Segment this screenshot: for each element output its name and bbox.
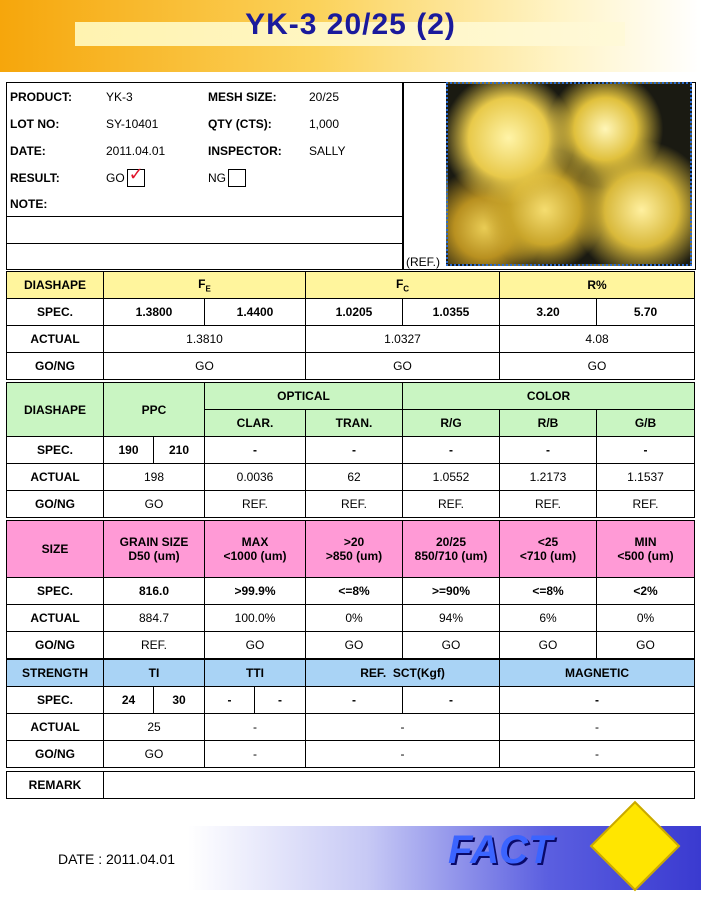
qty-label: QTY (CTS): — [208, 117, 272, 131]
size-header: SIZE — [7, 521, 104, 578]
spec-cell: 1.0205 — [306, 299, 403, 326]
mesh-2025-line1: 20/25 — [435, 535, 467, 549]
actual-cell: 198 — [104, 464, 205, 491]
spec-cell: 1.3800 — [104, 299, 205, 326]
spec-cell: 1.4400 — [205, 299, 306, 326]
table-size — [6, 520, 695, 659]
gong-cell: GO — [500, 632, 597, 659]
page-title: YK-3 20/25 (2) — [245, 8, 456, 41]
spec-cell: <=8% — [306, 578, 403, 605]
actual-label: ACTUAL — [7, 714, 104, 741]
mesh-label: MESH SIZE: — [208, 90, 277, 104]
spec-cell: - — [403, 437, 500, 464]
ppc-header: PPC — [104, 383, 205, 437]
fact-logo: FACT — [448, 828, 553, 872]
optical-header: OPTICAL — [205, 383, 403, 410]
spec-cell: - — [306, 437, 403, 464]
rg-header: R/G — [403, 410, 500, 437]
strength-header: STRENGTH — [7, 660, 104, 687]
r-header: R% — [500, 272, 695, 299]
actual-cell: 0.0036 — [205, 464, 306, 491]
gong-cell: - — [500, 741, 695, 768]
gong-cell: GO — [403, 632, 500, 659]
actual-label: ACTUAL — [7, 464, 104, 491]
remark-table — [6, 771, 695, 799]
gong-cell: REF. — [500, 491, 597, 518]
ng-checkbox[interactable] — [228, 169, 246, 187]
product-value: YK-3 — [106, 90, 133, 104]
lot-value: SY-10401 — [106, 117, 159, 131]
spec-cell: - — [597, 437, 695, 464]
spec-cell: 1.0355 — [403, 299, 500, 326]
fc-header — [306, 272, 500, 299]
fc-header-f: F — [395, 276, 404, 291]
tti-header: TTI — [205, 660, 306, 687]
actual-cell: 25 — [104, 714, 205, 741]
spec-cell: 5.70 — [597, 299, 695, 326]
qty-value: 1,000 — [309, 117, 340, 131]
min-line1: MIN — [634, 535, 657, 549]
note-label: NOTE: — [10, 197, 48, 211]
table-shape — [6, 271, 695, 380]
spec-label: SPEC. — [7, 687, 104, 714]
result-label: RESULT: — [10, 171, 60, 185]
gong-label: GO/NG — [7, 632, 104, 659]
gong-cell: - — [306, 741, 500, 768]
spec-cell: - — [500, 437, 597, 464]
ti-header: TI — [104, 660, 205, 687]
actual-cell: 94% — [403, 605, 500, 632]
spec-label: SPEC. — [7, 299, 104, 326]
spec-cell: - — [403, 687, 500, 714]
spec-cell: <2% — [597, 578, 695, 605]
remark-value[interactable] — [104, 772, 695, 799]
gt20-line2: >850 (um) — [325, 549, 383, 563]
ref-label: (REF.) — [406, 255, 440, 269]
footer-date: DATE : 2011.04.01 — [58, 851, 175, 867]
table-strength — [6, 659, 695, 768]
magnetic-header: MAGNETIC — [500, 660, 695, 687]
spec-cell: >=90% — [403, 578, 500, 605]
inspector-label: INSPECTOR: — [208, 144, 282, 158]
date-value: 2011.04.01 — [106, 144, 166, 158]
fc-header-sub: C — [403, 284, 410, 294]
actual-cell: 1.0552 — [403, 464, 500, 491]
gong-cell: REF. — [403, 491, 500, 518]
gong-cell: REF. — [597, 491, 695, 518]
spec-cell: - — [306, 687, 403, 714]
actual-label: ACTUAL — [7, 326, 104, 353]
grain-size-header — [104, 521, 205, 578]
inspector-value: SALLY — [309, 144, 346, 158]
spec-cell: 190 — [104, 437, 154, 464]
go-label: GO — [106, 171, 125, 185]
tran-header: TRAN. — [306, 410, 403, 437]
result-go[interactable] — [102, 165, 202, 191]
max-line2: <1000 (um) — [223, 549, 287, 563]
clar-header: CLAR. — [205, 410, 306, 437]
actual-cell: 100.0% — [205, 605, 306, 632]
actual-cell: 4.08 — [500, 326, 695, 353]
gong-cell: REF. — [205, 491, 306, 518]
fe-header-sub: E — [205, 284, 211, 294]
actual-cell: 0% — [306, 605, 403, 632]
diamond-photo — [446, 82, 692, 266]
spec-cell: 3.20 — [500, 299, 597, 326]
gt20-header — [306, 521, 403, 578]
gong-label: GO/NG — [7, 491, 104, 518]
actual-cell: 6% — [500, 605, 597, 632]
actual-cell: - — [205, 714, 306, 741]
gong-cell: GO — [205, 632, 306, 659]
gong-cell: GO — [500, 353, 695, 380]
spec-cell: - — [500, 687, 695, 714]
spec-cell: 816.0 — [104, 578, 205, 605]
actual-cell: 1.3810 — [104, 326, 306, 353]
actual-cell: 1.0327 — [306, 326, 500, 353]
diashape-header: DIASHAPE — [7, 272, 104, 299]
date-label: DATE: — [10, 144, 46, 158]
fe-header-f: F — [198, 276, 206, 291]
rb-header: R/B — [500, 410, 597, 437]
gong-cell: GO — [104, 741, 205, 768]
lot-label: LOT NO: — [10, 117, 60, 131]
info-divider — [6, 216, 402, 244]
gt20-line1: >20 — [343, 535, 365, 549]
lt25-line1: <25 — [537, 535, 559, 549]
gong-cell: GO — [306, 632, 403, 659]
mesh-value: 20/25 — [309, 90, 340, 104]
grain-size-line2: D50 (um) — [128, 549, 180, 563]
gong-cell: GO — [597, 632, 695, 659]
fe-header — [104, 272, 306, 299]
min-line2: <500 (um) — [617, 549, 674, 563]
spec-cell: 30 — [154, 687, 205, 714]
actual-cell: 0% — [597, 605, 695, 632]
actual-cell: 1.2173 — [500, 464, 597, 491]
actual-cell: 62 — [306, 464, 403, 491]
go-checkbox[interactable] — [127, 165, 145, 187]
gong-cell: REF. — [306, 491, 403, 518]
spec-label: SPEC. — [7, 437, 104, 464]
result-ng[interactable] — [204, 165, 304, 191]
gong-label: GO/NG — [7, 353, 104, 380]
actual-cell: 1.1537 — [597, 464, 695, 491]
grain-size-line1: GRAIN SIZE — [119, 535, 189, 549]
check-icon: ✓ — [128, 165, 144, 184]
ng-label: NG — [208, 171, 226, 185]
gb-header: G/B — [597, 410, 695, 437]
spec-label: SPEC. — [7, 578, 104, 605]
gong-cell: GO — [104, 353, 306, 380]
gong-cell: GO — [306, 353, 500, 380]
sct-header: REF. SCT(Kgf) — [306, 660, 500, 687]
lt25-line2: <710 (um) — [519, 549, 577, 563]
gong-cell: REF. — [104, 632, 205, 659]
max-header — [205, 521, 306, 578]
remark-label: REMARK — [7, 772, 104, 799]
min-header — [597, 521, 695, 578]
product-label: PRODUCT: — [10, 90, 72, 104]
color-header: COLOR — [403, 383, 695, 410]
mesh-2025-line2: 850/710 (um) — [414, 549, 488, 563]
spec-cell: 24 — [104, 687, 154, 714]
spec-cell: - — [205, 687, 255, 714]
gong-cell: - — [205, 741, 306, 768]
lt25-header — [500, 521, 597, 578]
gong-label: GO/NG — [7, 741, 104, 768]
mesh-2025-header — [403, 521, 500, 578]
actual-cell: 884.7 — [104, 605, 205, 632]
actual-cell: - — [500, 714, 695, 741]
max-line1: MAX — [241, 535, 269, 549]
spec-cell: <=8% — [500, 578, 597, 605]
actual-cell: - — [306, 714, 500, 741]
spec-cell: 210 — [154, 437, 205, 464]
diashape-header: DIASHAPE — [7, 383, 104, 437]
actual-label: ACTUAL — [7, 605, 104, 632]
table-optical — [6, 382, 695, 518]
spec-cell: - — [205, 437, 306, 464]
gong-cell: GO — [104, 491, 205, 518]
spec-cell: - — [255, 687, 306, 714]
spec-cell: >99.9% — [205, 578, 306, 605]
